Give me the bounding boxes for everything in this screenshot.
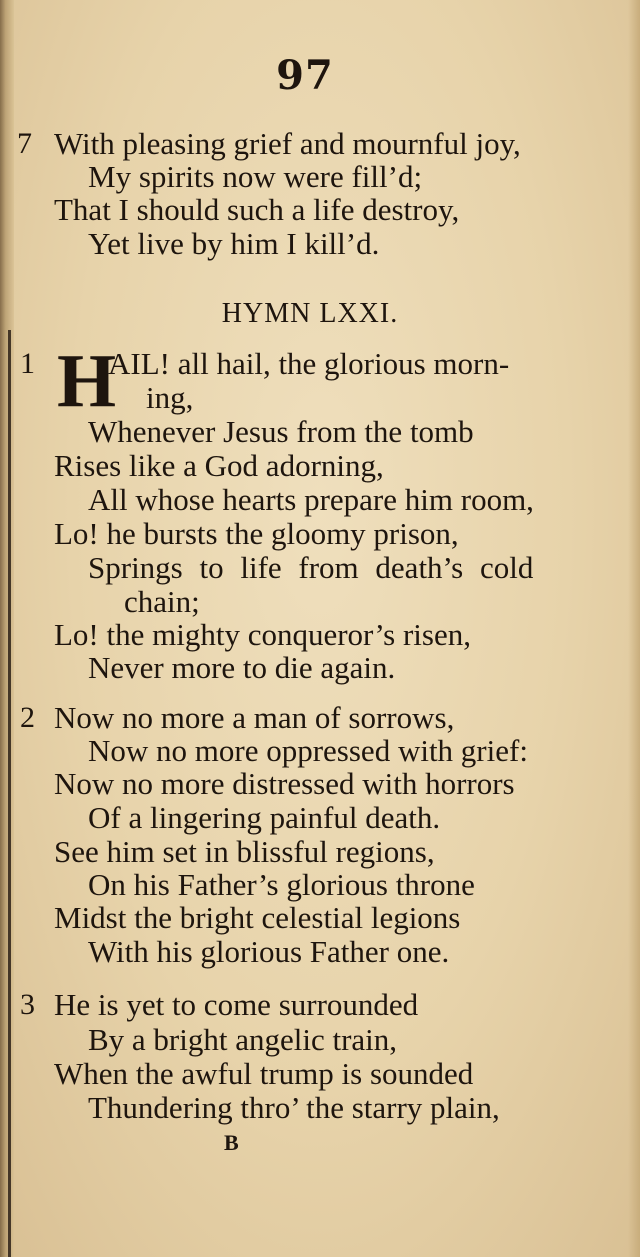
verse-number: 7 <box>17 127 32 160</box>
verse-number: 3 <box>20 988 35 1021</box>
verse-line: Rises like a God adorning, <box>54 448 384 483</box>
verse-line: chain; <box>124 584 200 619</box>
verse-line: Of a lingering painful death. <box>88 800 441 835</box>
signature-mark: B <box>224 1130 239 1155</box>
verse-line: On his Father’s glorious throne <box>88 867 475 902</box>
verse-line: By a bright angelic train, <box>88 1022 398 1057</box>
verse-line: Lo! the mighty conqueror’s risen, <box>54 617 471 652</box>
verse-line: With his glorious Father one. <box>88 934 450 969</box>
page-number: 97 <box>276 52 334 99</box>
verse-line: He is yet to come surrounded <box>54 987 419 1022</box>
verse-line: Now no more oppressed with grief: <box>88 733 528 768</box>
verse-number: 1 <box>20 347 35 380</box>
verse-line: AIL! all hail, the glorious morn- <box>108 346 510 381</box>
verse-line: See him set in blissful regions, <box>54 834 435 869</box>
hymn-title: HYMN LXXI. <box>221 298 399 329</box>
page-spine-shadow <box>0 0 14 1257</box>
verse-line: Lo! he bursts the gloomy prison, <box>54 516 459 551</box>
verse-line: Midst the bright celestial legions <box>54 900 461 935</box>
verse-line: Springs to life from death’s cold <box>88 550 534 585</box>
verse-line: Now no more a man of sorrows, <box>54 700 455 735</box>
verse-line: Yet live by him I kill’d. <box>88 226 380 261</box>
verse-line: My spirits now were fill’d; <box>88 159 423 194</box>
verse-line: Never more to die again. <box>88 650 396 685</box>
page-binding-line <box>8 330 11 1257</box>
drop-cap-letter: H <box>57 339 117 423</box>
verse-line: When the awful trump is sounded <box>54 1056 474 1091</box>
verse-line: All whose hearts prepare him room, <box>88 482 534 517</box>
verse-line: Whenever Jesus from the tomb <box>88 414 474 449</box>
verse-line: Now no more distressed with horrors <box>54 766 515 801</box>
verse-line: That I should such a life destroy, <box>54 192 460 227</box>
page-edge-shadow <box>628 0 640 1257</box>
verse-line: ing, <box>146 380 194 415</box>
verse-number: 2 <box>20 701 35 734</box>
verse-line: Thundering thro’ the starry plain, <box>88 1090 500 1125</box>
verse-line: With pleasing grief and mournful joy, <box>54 126 521 161</box>
